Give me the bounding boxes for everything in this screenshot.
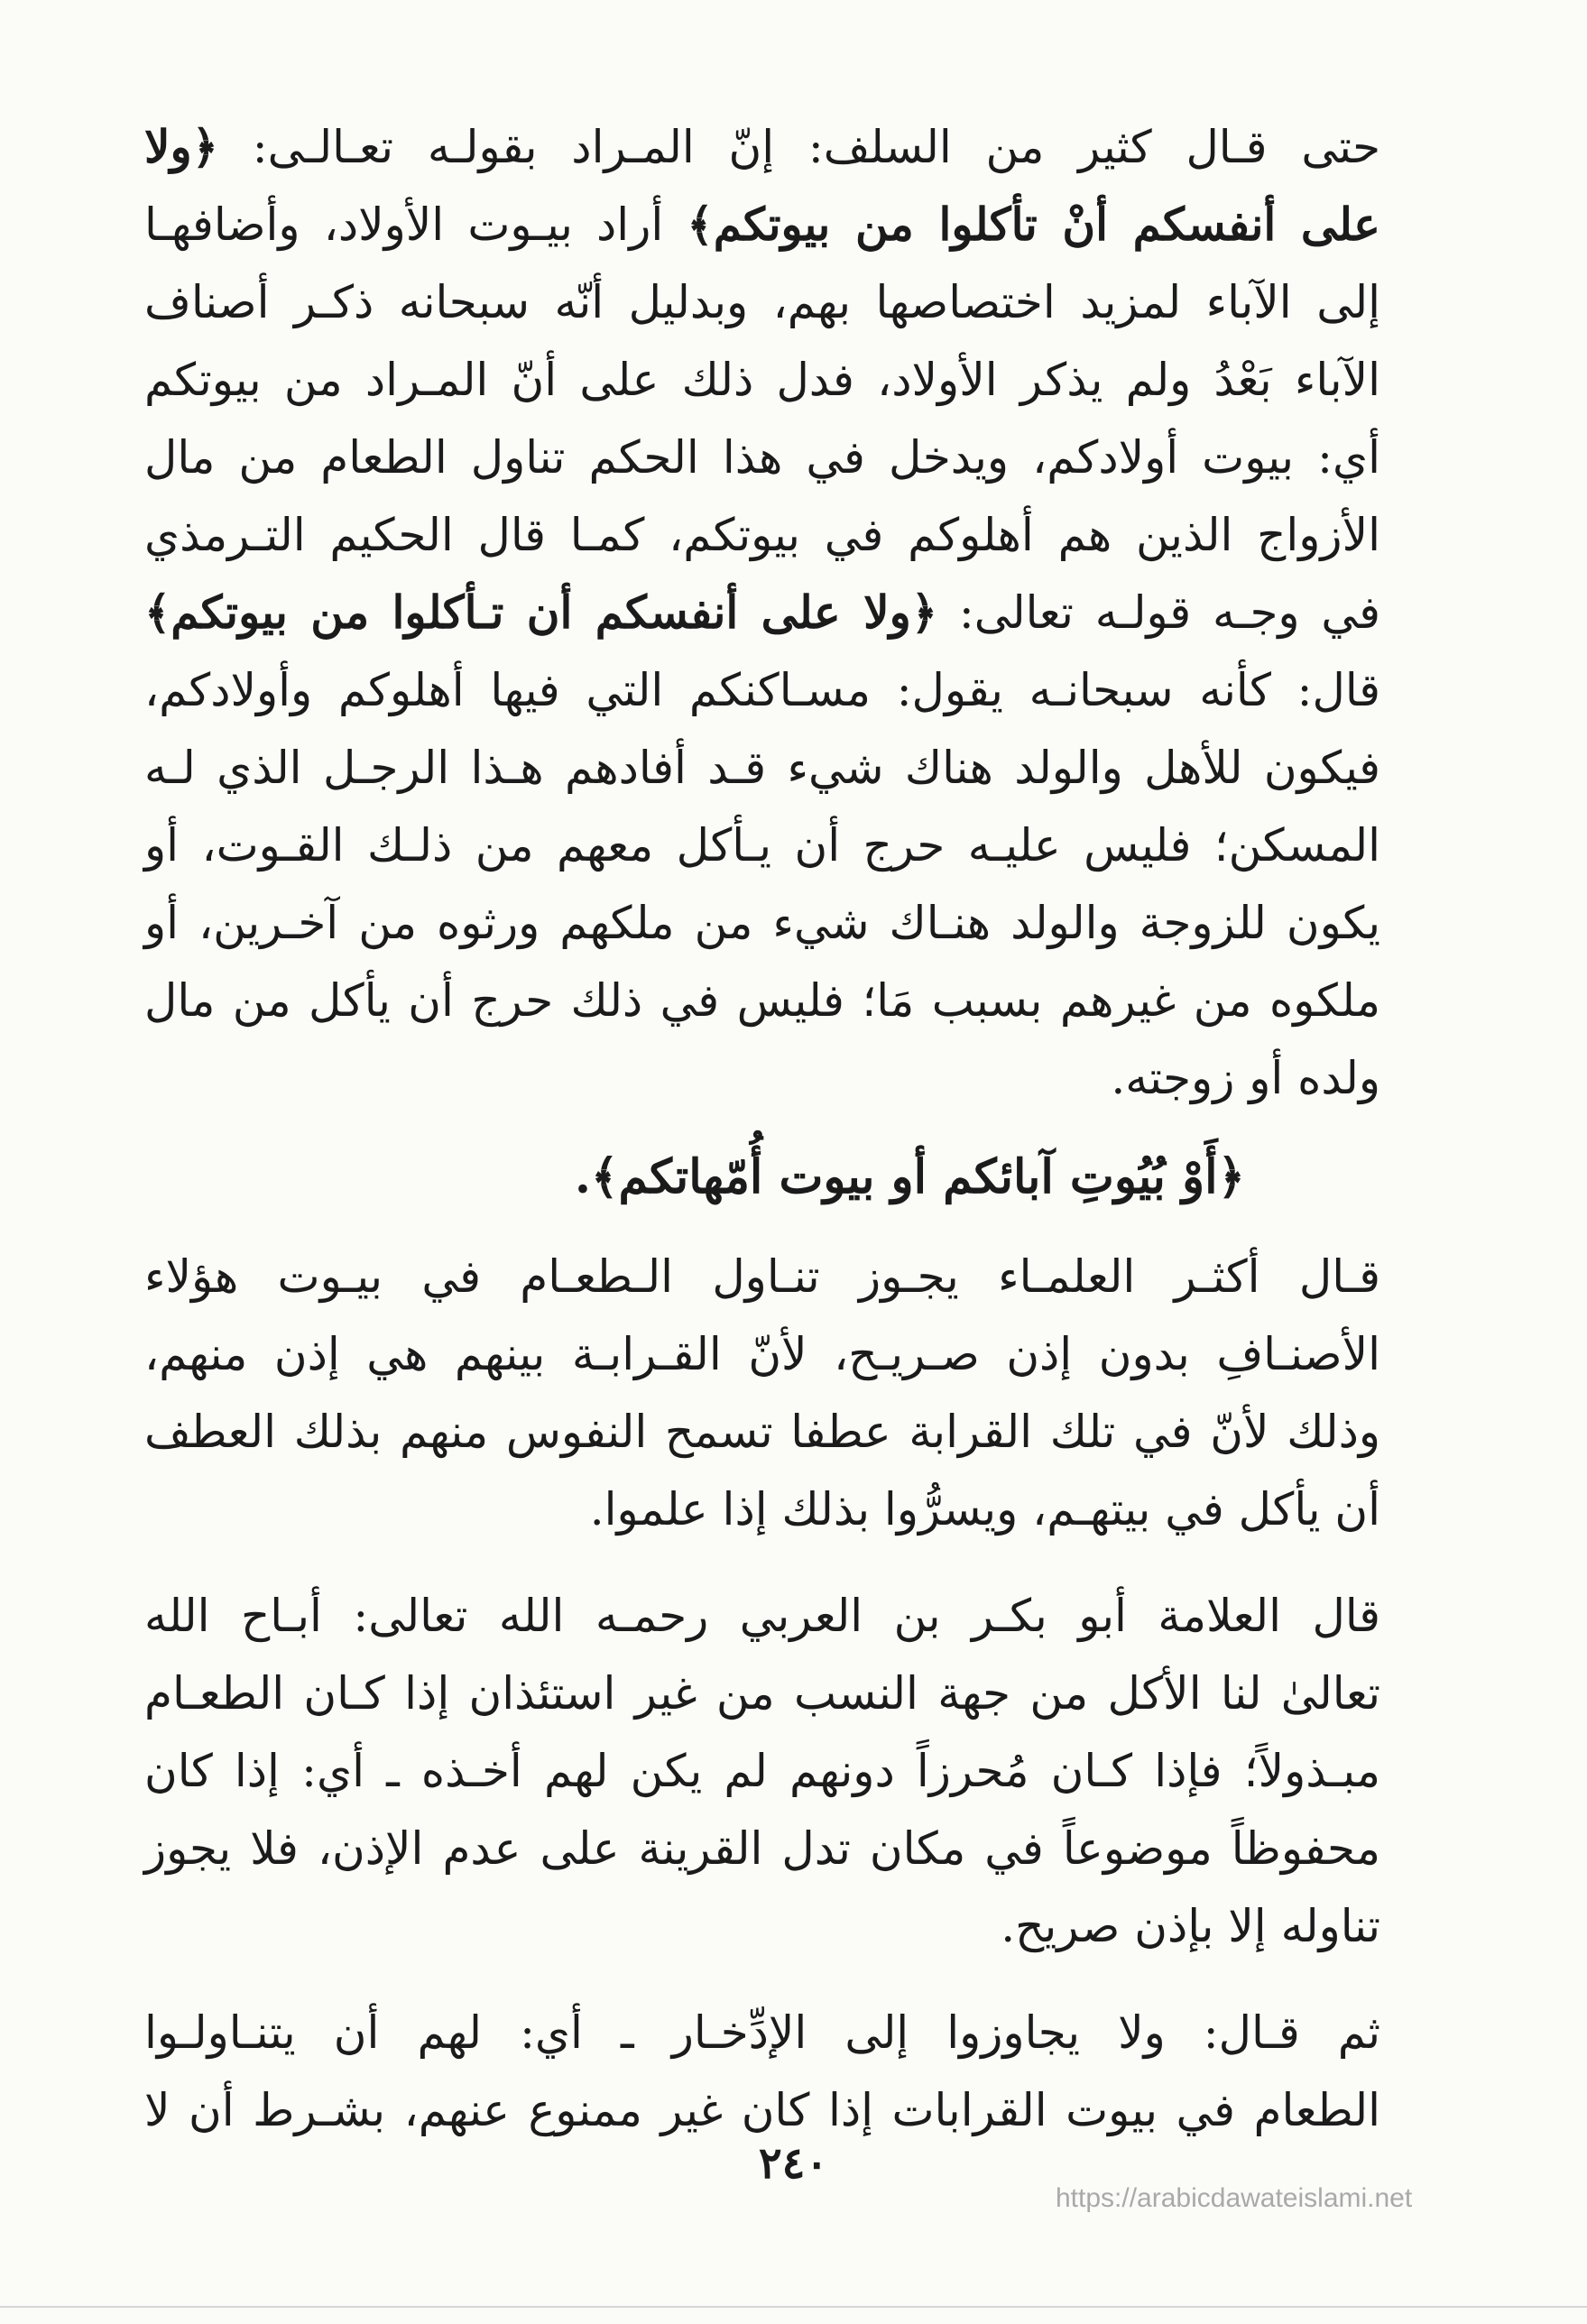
- text-line: ولده أو زوجته.: [1111, 1052, 1380, 1104]
- text-line: يكون للزوجة والولد هنـاك شيء من ملكهم ورثوه من آخـرين، أو: [144, 897, 1380, 949]
- text-line: أن يأكل في بيتهـم، ويسرُّوا بذلك إذا علموا.: [589, 1483, 1380, 1536]
- page-body: [144, 108, 1380, 2149]
- text-line: المسكن؛ فليس عليـه حرج أن يـأكل معهم من ذلـك القـوت، أو: [144, 819, 1380, 872]
- text-line: أي: بيوت أولادكم، ويدخل في هذا الحكم تناول الطعام من مال: [144, 431, 1380, 484]
- text-line: محفوظاً موضوعاً في مكان تدل القرينة على عدم الإذن، فلا يجوز: [144, 1822, 1380, 1875]
- paragraph-1: [144, 108, 1380, 1117]
- text-line: ملكوه من غيرهم بسبب مَا؛ فليس في ذلك حرج أن يأكل من مال: [144, 974, 1380, 1027]
- page-number: ٢٤٠: [758, 2138, 829, 2189]
- text-line: وذلك لأنّ في تلك القرابة عطفا تسمح النفوس منهم بذلك العطف: [144, 1406, 1380, 1458]
- verse-heading: ﴿أَوْ بُيُوتِ آبائكم أو بيوت أُمّهاتكم﴾.: [574, 1149, 1245, 1204]
- text-run: حتى قـال كثير من السلف: إنّ المـراد بقولـه تعـالـى:: [217, 121, 1380, 173]
- text-line: فيكون للأهل والولد هناك شيء قـد أفادهم هـذا الرجـل الذي لـه: [144, 742, 1380, 794]
- quran-quote: ﴿ولا على أنفسكم أن تـأكلوا من بيوتكم﴾: [144, 586, 938, 639]
- text-line: [144, 186, 1380, 263]
- bottom-scan-edge: [0, 2306, 1587, 2308]
- text-line: الأزواج الذين هم أهلوكم في بيوتكم، كمـا قال الحكيم التـرمذي: [144, 509, 1380, 561]
- text-line: تعالىٰ لنا الأكل من جهة النسب من غير استئذان إذا كـان الطعـام: [144, 1667, 1380, 1720]
- paragraph-4: [144, 1994, 1380, 2149]
- text-run: أراد بيـوت الأولاد، وأضافهـا: [144, 198, 687, 251]
- text-line: مبـذولاً؛ فإذا كـان مُحرزاً دونهم لم يكن لهم أخـذه ـ أي: إذا كان: [144, 1745, 1380, 1797]
- text-line: [144, 108, 1380, 186]
- paragraph-3: [144, 1577, 1380, 1965]
- text-line: الطعام في بيوت القرابات إذا كان غير ممنوع عنهم، بشـرط أن لا: [144, 2084, 1380, 2136]
- text-line: قال: كأنه سبحانـه يقول: مسـاكنكم التي فيها أهلوكم وأولادكم،: [144, 664, 1380, 716]
- text-line: قـال أكثـر العلمـاء يجـوز تنـاول الـطعـام في بيـوت هؤلاء: [144, 1250, 1380, 1303]
- text-line: قال العلامة أبو بكـر بن العربي رحمـه الله تعالى: أبـاح الله: [144, 1590, 1380, 1642]
- text-line: إلى الآباء لمزيد اختصاصها بهم، وبدليل أنّه سبحانه ذكـر أصناف: [144, 276, 1380, 328]
- quran-quote: ﴿ولا: [144, 120, 218, 173]
- text-line: الأصنـافِ بدون إذن صـريـح، لأنّ القـرابـة بينهم هي إذن منهم،: [144, 1328, 1380, 1380]
- text-line: الآباء بَعْدُ ولم يذكر الأولاد، فدل ذلك على أنّ المـراد من بيوتكم: [144, 354, 1380, 406]
- quran-quote: على أنفسكم أنْ تأكلوا من بيوتكم﴾: [687, 198, 1380, 251]
- text-line: ثم قـال: ولا يجاوزوا إلى الإدِّخـار ـ أي: لهم أن يتنـاولـوا: [144, 2006, 1380, 2059]
- paragraph-2: [144, 1238, 1380, 1548]
- watermark-url: https://arabicdawateislami.net: [1056, 2183, 1413, 2213]
- text-line: تناوله إلا بإذن صريح.: [1001, 1900, 1380, 1952]
- text-run: في وجـه قولـه تعالى:: [937, 586, 1380, 639]
- text-line: [144, 574, 1380, 651]
